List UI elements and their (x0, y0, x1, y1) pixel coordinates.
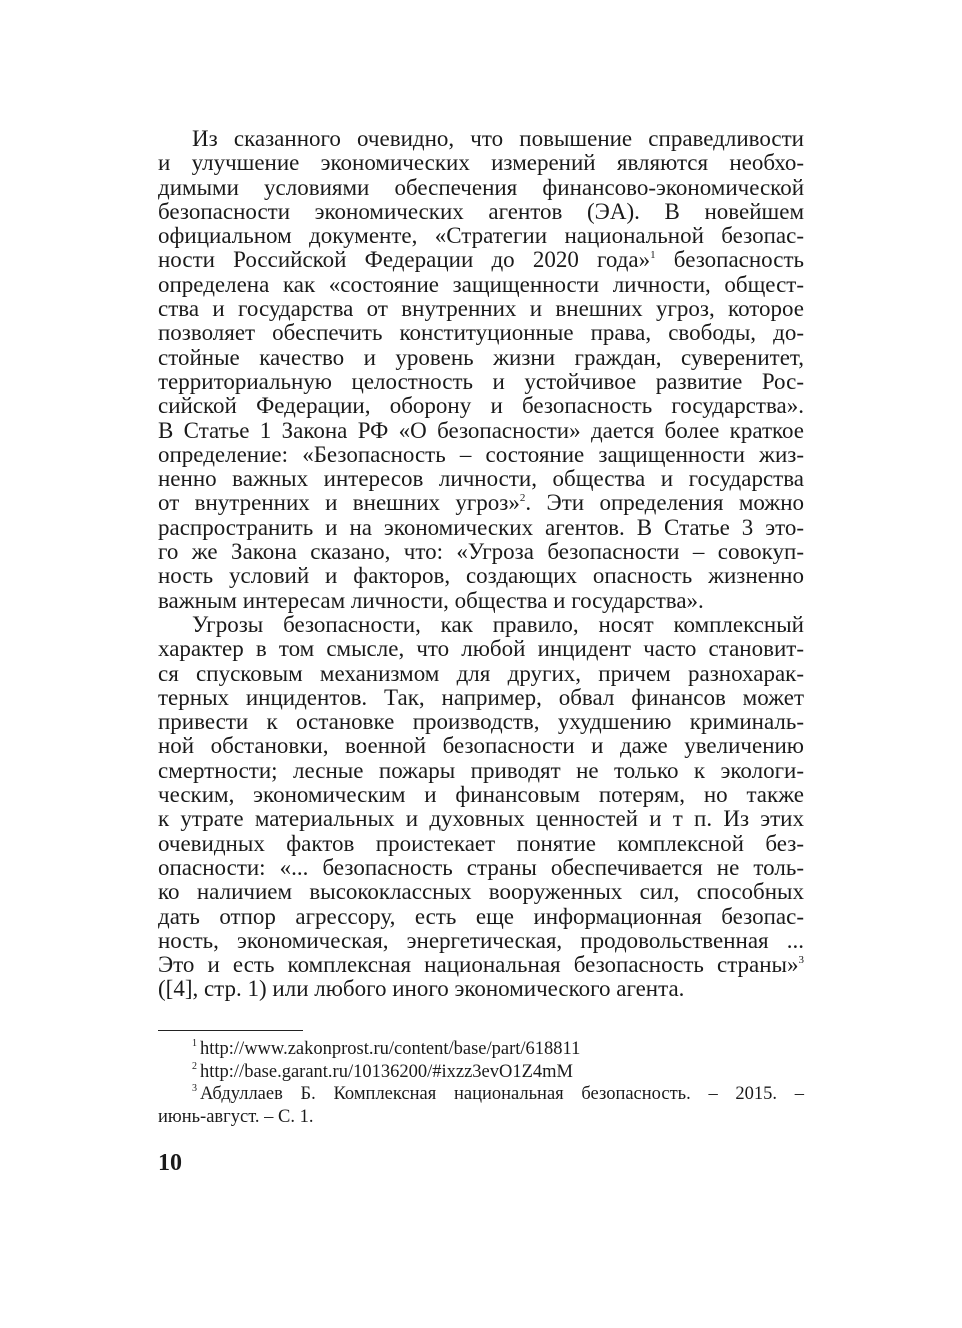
text-line: Угрозы безопасности, как правило, носят комплексный (192, 611, 804, 637)
page-number: 10 (158, 1150, 182, 1176)
text-line: ко наличием высококлассных вооруженных сил, способных (158, 879, 804, 905)
text-line: стойные качество и уровень жизни граждан, суверенитет, (158, 344, 804, 370)
footnote-text: http://base.garant.ru/10136200/#ixzz3evO1Z4mM (200, 1061, 574, 1082)
text-line: позволяет обеспечить конституционные права, свободы, до- (158, 320, 804, 346)
text-segment: ности Российской Федерации до 2020 года» (158, 247, 651, 273)
text-line: привести к остановке производств, ухудшению криминаль- (158, 709, 804, 735)
text-line: опасности: «... безопасность страны обеспечивается не толь- (158, 854, 804, 880)
text-line (158, 491, 804, 515)
text-segment: . Эти определения можно (525, 490, 804, 516)
footnote-3 (158, 1083, 804, 1106)
text-line: терных инцидентов. Так, например, обвал финансов может (158, 684, 804, 710)
text-line: ной обстановки, военной безопасности и даже увеличению (158, 733, 804, 759)
text-line: Из сказанного очевидно, что повышение справедливости (192, 126, 804, 151)
footnote-3-continuation: июнь-август. – С. 1. (158, 1106, 314, 1127)
text-line: сийской Федерации, оборону и безопасность государства». (158, 393, 804, 419)
text-line (158, 248, 804, 272)
footnote-mark: 2 (192, 1060, 197, 1072)
footnote-text: Абдуллаев Б. Комплексная национальная безопасность. – 2015. – (200, 1084, 804, 1104)
footnote-ref-3: 3 (798, 954, 804, 967)
footnote-text: http://www.zakonprost.ru/content/base/part/618811 (200, 1039, 581, 1059)
text-line: ся спусковым механизмом для других, причем разнохарак- (158, 660, 804, 686)
text-line (158, 953, 804, 977)
text-line: димыми условиями обеспечения финансово-экономической (158, 174, 804, 200)
text-line: территориальную целостность и устойчивое развитие Рос- (158, 368, 804, 394)
text-line: характер в том смысле, что любой инцидент часто становит- (158, 636, 804, 662)
text-segment: Это и есть комплексная национальная безопасность страны» (158, 952, 799, 978)
text-line: ность условий и факторов, создающих опасность жизненно (158, 563, 804, 589)
footnote-ref-1: 1 (650, 249, 656, 262)
text-line: важным интересам личности, общества и государства». (158, 587, 704, 613)
main-text (158, 127, 804, 1002)
text-segment: от внутренних и внешних угроз» (158, 490, 520, 516)
text-line: безопасности экономических агентов (ЭА). В новейшем (158, 198, 804, 224)
footnote-mark: 3 (192, 1083, 197, 1094)
footnote-mark: 1 (192, 1038, 197, 1049)
text-line: распространить и на экономических агентов. В Статье 3 это- (158, 514, 804, 540)
text-segment: безопасность (655, 247, 804, 273)
text-line: дать отпор агрессору, есть еще информационная безопас- (158, 903, 804, 929)
footnote-divider (158, 1030, 303, 1031)
text-line: определение: «Безопасность – состояние защищенности жиз- (158, 441, 804, 467)
text-line: к утрате материальных и духовных ценностей и т п. Из этих (158, 806, 804, 832)
text-line: В Статье 1 Закона РФ «О безопасности» дается более краткое (158, 417, 804, 443)
text-line: ства и государства от внутренних и внешних угроз, которое (158, 296, 804, 322)
text-line: го же Закона сказано, что: «Угроза безопасности – совокуп- (158, 539, 804, 565)
footnote-ref-2: 2 (519, 492, 526, 505)
text-line: ность, экономическая, энергетическая, продовольственная ... (158, 927, 804, 953)
text-line: определена как «состояние защищенности личности, общест- (158, 271, 804, 297)
footnotes (158, 1038, 804, 1128)
text-line: очевидных фактов проистекает понятие комплексной без- (158, 830, 804, 856)
footnote-2 (158, 1061, 804, 1084)
text-line: ([4], стр. 1) или любого иного экономического агента. (158, 976, 685, 1002)
text-line: официальном документе, «Стратегии национальной безопас- (158, 223, 804, 249)
text-line: смертности; лесные пожары приводят не только к экологи- (158, 757, 804, 783)
text-line: и улучшение экономических измерений являются необхо- (158, 150, 804, 176)
footnote-1 (158, 1038, 804, 1061)
text-line: ческим, экономическим и финансовым потерям, но также (158, 782, 804, 808)
text-line: ненно важных интересов личности, общества и государства (158, 466, 804, 492)
